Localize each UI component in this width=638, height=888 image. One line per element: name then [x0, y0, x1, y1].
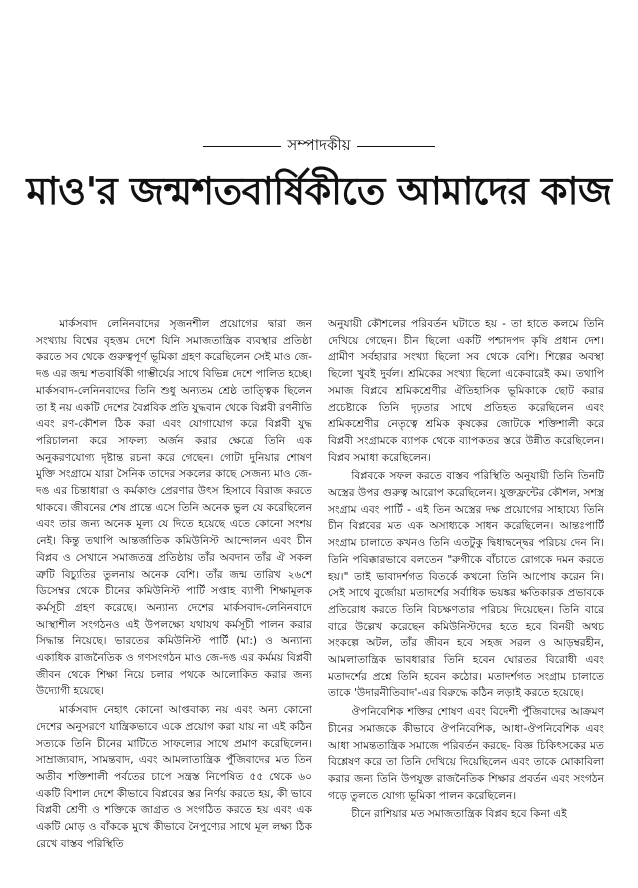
paragraph: মার্কসবাদ লেনিনবাদের সৃজনশীল প্রয়োগের দ্বারা জন সংখ্যায় বিশ্বের বৃহত্তম দেশে যিনি সমাজতান্ত্রিক ব্যবস্থার প্রতিষ্ঠা করতে সব থেকে গুরুত্বপূর্ণ ভূমিকা গ্রহণ করেছিলেন সেই মাও জে-দঙ এর জন্ম শতবার্ষিকী গাম্ভীর্যের সাথে বিভিন্ন দেশে পালিত হচ্ছে। মার্কসবাদ-লেনিনবাদের তিনি শুধু অন্যতম শ্রেষ্ঠ তাত্ত্বিক ছিলেন তা ই নয় একটি দেশের বৈপ্লবিক প্রতি যুদ্ধবান থেকে বিপ্লবী রণনীতি এবং রণ-কৌশল ঠিক করা এবং যোগাযোগ করে বিপ্লবী যুদ্ধ পরিচালনা করে সাফল্য অর্জন করার ক্ষেত্রে তিনি এক অনুকরণযোগ্য দৃষ্টান্ত রচনা করে গেছেন। গোটা দুনিয়ার শোষণ মুক্তি সংগ্রামে যারা সৈনিক তাদের সকলের কাছে সেজন্য মাও জে-দঙ এর চিন্তাধারা ও কর্মকাণ্ড প্রেরণার উৎস হিসাবে বিরাজ করতে থাকবে। জীবনের শেষ প্রান্তে এসে তিনি অনেক ভুল যে করেছিলেন এবং তার জন্য অনেক মূল্য যে দিতে হয়েছে এতে কোনো সংশয় নেই। কিন্তু তথাপি আন্তর্জাতিক কমিউনিস্ট আন্দোলন এবং চীন বিপ্লব ও সেখানে সমাজতন্ত্র প্রতিষ্ঠায় তাঁর অবদান তাঁর ঐ সকল ত্রুটি বিচ্যুতির তুলনায় অনেক বেশি। তাঁর জন্ম তারিখ ২৬শে ডিসেম্বর থেকে চীনের কমিউনিস্ট পার্টি সপ্তাহ ব্যাপী শিক্ষামূলক কর্মসূচী গ্রহণ করেছে। অন্যান্য দেশের মার্কসবাদ-লেনিনবাদে আস্থাশীল সংগঠনও এই উপলক্ষ্যে যথাযথ কর্মসূচী পালন করার সিদ্ধান্ত নিয়েছে। ভারতের কমিউনিস্ট পার্টি (মা:) ও অন্যান্য একাধিক রাজনৈতিক ও গণসংগঠন মাও জে-দঙ এর কর্মময় বিপ্লবী জীবন থেকে শিক্ষা নিয়ে চলার পথকে আলোকিত করার জন্য উদ্যোগী হয়েছে।: [36, 318, 312, 698]
paragraph: মার্কসবাদ নেহাৎ কোনো আপ্তবাক্য নয় এবং অন্য কোনো দেশের অনুসরণে যান্ত্রিকভাবে একে প্রয়োগ করা যায় না এই কঠিন সত্যকে তিনি চীনের মাটিতে সাফল্যের সাথে প্রমাণ করেছিলেন। সাম্রাজ্যবাদ, সামন্তবাদ, এবং আমলাতান্ত্রিক পুঁজিবাদের মত তিন অতীব শক্তিশালী পর্বতের চাপে সন্ত্রস্ত নিপেষিত ৫৫ থেকে ৬০ একটি বিশাল দেশে কীভাবে বিপ্লবের স্তর নির্ণয় করতে হয়, কী ভাবে বিপ্লবী শ্রেণী ও শক্তিকে জাগ্রত ও সংগঠিত করতে হয় এবং এক একটি মোড় ও বাঁককে মুখে কীভাবে নৈপুণ্যের সাথে মূল লক্ষ্য ঠিক রেখে বাস্তব পরিস্থিতি: [36, 704, 312, 850]
kicker-rule-left: [203, 146, 281, 147]
paragraph: বিপ্লবকে সফল করতে বাস্তব পরিস্থিতি অনুযায়ী তিনি তিনটি অস্ত্রের উপর গুরুত্ব আরোপ করেছিলেন। যুক্তফ্রন্টের কৌশল, সশস্ত্র সংগ্রাম এবং পার্টি - এই তিন অস্ত্রের দক্ষ প্রয়োগের সাহায্যে তিনি চীন বিপ্লবের মত এক অসাধ্যকে সাধন করেছিলেন। আন্তঃপার্টি সংগ্রাম চালাতে কখনও তিনি এতটুকু দ্বিধাদ্বন্দ্বের পরিচয় দেন নি। তিনি পবিক্কারভাবে বলতেন "রুগীকে বাঁচাতে রোগকে দমন করতে হয়।" তাই ভাবাদর্শগত বিতর্কে কখনো তিনি আপোষ করেন নি। সেই সাথে বুর্জোয়া মতাদর্শের সর্বাধিক ভয়ঙ্কর ক্ষতিকারক প্রভাবকে প্রতিরোধ করতে তিনি বিচক্ষণতার পরিচয় দিয়েছেন। তিনি বারে বারে উল্লেখ করেছেন কমিউনিস্টদের হতে হবে বিনয়ী অথচ সংকল্পে অটল, তাঁর জীবন হবে সহজ সরল ও আড়ম্বরহীন, আমলাতান্ত্রিক ভাবধারার তিনি হবেন ঘোরতর বিরোধী এবং মতাদর্শের প্রশ্নে তিনি হবেন কঠোর। মতাদর্শগত সংগ্রাম চালাতে তাকে 'উদারনীতিবাদ'-এর বিরুদ্ধে কঠিন লড়াই করতে হয়েছে।: [328, 470, 604, 700]
paragraph: ঔপনিবেশিক শক্তির শোষণ এবং বিদেশী পুঁজিবাদের আক্রমণ চীনের সমাজকে কীভাবে ঔপনিবেশিক, আধা-ঔপনিবেশিক এবং আধা সামন্ততান্ত্রিক সমাজে পরিবর্তন করছে- বিজ্ঞ চিকিৎসকের মত বিশ্লেষণ করে তা তিনি দেখিয়ে দিয়েছিলেন এবং তাকে মোকাবিলা করার জন্য তিনি উপযুক্ত রাজনৈতিক শিক্ষার প্রবর্তন এবং সংগঠন গড়ে তুলতে যোগ্য ভূমিকা পালন করেছিলেন।: [328, 706, 604, 802]
kicker-rule-right: [357, 146, 435, 147]
paragraph: চীনে রাশিয়ার মত সমাজতান্ত্রিক বিপ্লব হবে কিনা এই: [351, 808, 567, 821]
section-kicker: [0, 134, 638, 159]
editorial-title: মাও'র জন্মশতবার্ষিকীতে আমাদের কাজ: [26, 169, 612, 213]
left-column: [36, 316, 312, 876]
right-column: [328, 316, 604, 876]
kicker-label: সম্পাদকীয়: [287, 136, 351, 154]
paragraph: অনুযায়ী কৌশলের পরিবর্তন ঘটাতে হয় - তা হাতে কলমে তিনি দেখিয়ে গেছেন। চীন ছিলো একটি পশ্চাদপদ কৃষি প্রধান দেশ। গ্রামীণ সর্বহারার সংখ্যা ছিলো সব থেকে বেশি। শিল্পের অবস্থা ছিলো খুবই দুর্বল। শ্রমিকের সংখ্যা ছিলো একেবারেই কম। তথাপি সমাজ বিপ্লবে শ্রমিকশ্রেণীর ঐতিহাসিক ভূমিকাকে ছোট করার প্রচেষ্টাকে তিনি দৃঢ়তার সাথে প্রতিহত করেছিলেন এবং শ্রমিকশ্রেণীর নেতৃত্বে শ্রমিক কৃষকের জোটকে শক্তিশালী করে বিপ্লবী সংগ্রামকে ব্যাপক থেকে ব্যাপকতর স্তরে উন্নীত করেছিলেন। বিপ্লব সমাধা করেছিলেন।: [328, 318, 604, 464]
